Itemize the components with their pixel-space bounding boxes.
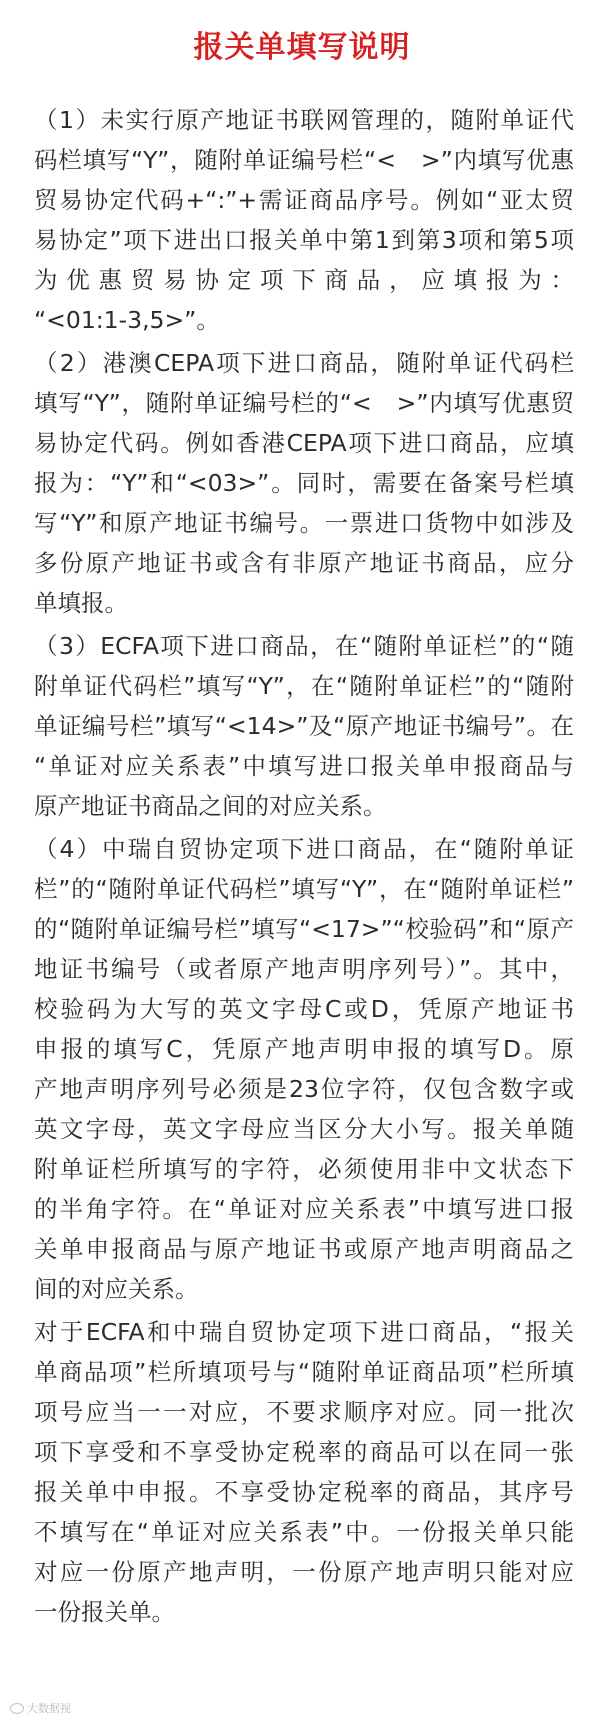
text-line: 报关单中申报。不享受协定税率的商品，其序号 [34, 1478, 574, 1506]
text-line: 附单证栏所填写的字符，必须使用非中文状态下 [34, 1155, 574, 1183]
text-line: 报为：“Y”和“<03>”。同时，需要在备案号栏填 [34, 469, 574, 497]
text-line: 栏”的“随附单证代码栏”填写“Y”，在“随附单证栏” [34, 875, 574, 903]
text-line: （1）未实行原产地证书联网管理的，随附单证代 [34, 106, 574, 134]
text-line: 易协定”项下进出口报关单中第1到第3项和第5项 [34, 226, 574, 254]
text-line: 对于ECFA和中瑞自贸协定项下进口商品，“报关 [34, 1318, 574, 1346]
paragraph-3 [34, 626, 574, 826]
text-line: “单证对应关系表”中填写进口报关单申报商品与 [34, 752, 574, 780]
text-line: 的“随附单证编号栏”填写“<17>”“校验码”和“原产 [34, 915, 574, 943]
text-line: 多份原产地证书或含有非原产地证书商品，应分 [34, 549, 574, 577]
text-line: 地证书编号（或者原产地声明序列号）”。其中， [34, 955, 574, 983]
text-line: 单商品项”栏所填项号与“随附单证商品项”栏所填 [34, 1358, 574, 1386]
text-line: 写“Y”和原产地证书编号。一票进口货物中如涉及 [34, 509, 574, 537]
text-line: 产地声明序列号必须是23位字符，仅包含数字或 [34, 1075, 574, 1103]
text-line: 申报的填写C，凭原产地声明申报的填写D。原 [34, 1035, 574, 1063]
text-line: 附单证代码栏”填写“Y”，在“随附单证栏”的“随附 [34, 672, 574, 700]
text-line: 填写“Y”，随附单证编号栏的“< >”内填写优惠贸 [34, 389, 574, 417]
watermark-logo-icon [10, 1703, 24, 1714]
text-line: 关单申报商品与原产地证书或原产地声明商品之 [34, 1235, 574, 1263]
text-line: 贸易协定代码+“:”+需证商品序号。例如“亚太贸 [34, 186, 574, 214]
text-line: 间的对应关系。 [34, 1275, 199, 1303]
text-line: 不填写在“单证对应关系表”中。一份报关单只能 [34, 1518, 574, 1546]
text-line: 为优惠贸易协定项下商品，应填报为： [34, 266, 574, 294]
text-line: （4）中瑞自贸协定项下进口商品，在“随附单证 [34, 835, 574, 863]
text-line: 项号应当一一对应，不要求顺序对应。同一批次 [34, 1398, 574, 1426]
paragraph-1 [34, 100, 574, 340]
text-line: （2）港澳CEPA项下进口商品，随附单证代码栏 [34, 349, 574, 377]
text-line: 单证编号栏”填写“<14>”及“原产地证书编号”。在 [34, 712, 574, 740]
text-line: 原产地证书商品之间的对应关系。 [34, 792, 387, 820]
text-line: 一份报关单。 [34, 1598, 175, 1626]
text-line: “<01:1-3,5>”。 [34, 306, 220, 334]
paragraph-4 [34, 829, 574, 1309]
watermark [10, 1700, 71, 1716]
text-line: （3）ECFA项下进口商品，在“随附单证栏”的“随 [34, 632, 574, 660]
text-line: 英文字母，英文字母应当区分大小写。报关单随 [34, 1115, 574, 1143]
watermark-text: 大数据视 [27, 1702, 71, 1715]
document-body [34, 100, 574, 1632]
text-line: 易协定代码。例如香港CEPA项下进口商品，应填 [34, 429, 574, 457]
text-line: 对应一份原产地声明，一份原产地声明只能对应 [34, 1558, 574, 1586]
text-line: 的半角字符。在“单证对应关系表”中填写进口报 [34, 1195, 574, 1223]
paragraph-2 [34, 343, 574, 623]
text-line: 校验码为大写的英文字母C或D，凭原产地证书 [34, 995, 574, 1023]
page-title: 报关单填写说明 [193, 30, 411, 65]
text-line: 项下享受和不享受协定税率的商品可以在同一张 [34, 1438, 574, 1466]
text-line: 码栏填写“Y”，随附单证编号栏“< >”内填写优惠 [34, 146, 574, 174]
text-line: 单填报。 [34, 589, 128, 617]
paragraph-5 [34, 1312, 574, 1632]
